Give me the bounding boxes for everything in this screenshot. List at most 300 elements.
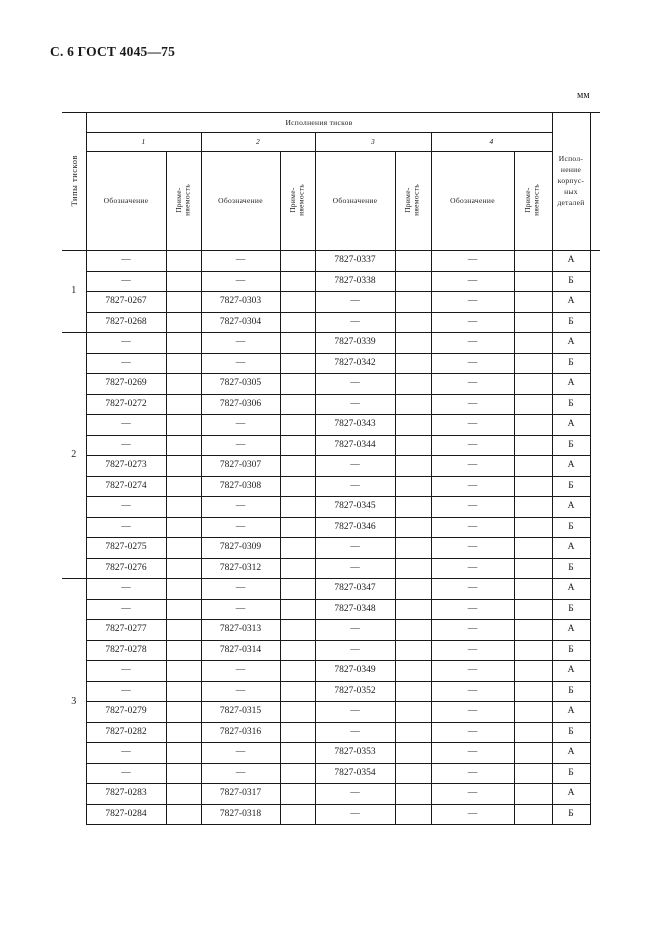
body-parts-cell: А xyxy=(552,456,590,477)
applicability-cell-2 xyxy=(280,333,315,354)
table-row xyxy=(62,743,600,764)
applicability-cell-2 xyxy=(280,558,315,579)
applicability-cell-1 xyxy=(166,804,201,825)
designation-cell-1: — xyxy=(86,353,166,374)
applicability-cell-1 xyxy=(166,681,201,702)
designation-cell-2: — xyxy=(201,517,280,538)
margin-cell xyxy=(590,599,600,620)
applicability-cell-1 xyxy=(166,312,201,333)
designation-cell-4: — xyxy=(431,292,514,313)
designation-cell-1: — xyxy=(86,743,166,764)
applicability-cell-1 xyxy=(166,579,201,600)
applicability-cell-3 xyxy=(395,374,431,395)
designation-cell-2: 7827-0318 xyxy=(201,804,280,825)
vise-type-label: 1 xyxy=(71,285,77,297)
margin-cell xyxy=(590,456,600,477)
margin-cell xyxy=(590,476,600,497)
table-row xyxy=(62,251,600,272)
designation-cell-3: — xyxy=(315,640,395,661)
header-row-3 xyxy=(62,152,600,251)
margin-cell xyxy=(590,333,600,354)
designation-cell-4: — xyxy=(431,497,514,518)
designation-cell-2: — xyxy=(201,333,280,354)
table-row xyxy=(62,640,600,661)
applicability-cell-2 xyxy=(280,681,315,702)
designation-cell-3: — xyxy=(315,538,395,559)
table-row xyxy=(62,394,600,415)
applicability-cell-3 xyxy=(395,271,431,292)
margin-cell xyxy=(590,743,600,764)
column-number-2: 2 xyxy=(201,133,315,152)
body-parts-cell: Б xyxy=(552,763,590,784)
applicability-cell-2 xyxy=(280,517,315,538)
designation-cell-1: — xyxy=(86,497,166,518)
page-header: С. 6 ГОСТ 4045—75 xyxy=(50,44,176,59)
margin-cell xyxy=(590,394,600,415)
designation-cell-1: 7827-0268 xyxy=(86,312,166,333)
body-parts-cell: А xyxy=(552,579,590,600)
applicability-cell-3 xyxy=(395,722,431,743)
designation-cell-4: — xyxy=(431,743,514,764)
applicability-cell-3 xyxy=(395,763,431,784)
table-body xyxy=(62,251,600,825)
applicability-cell-2 xyxy=(280,353,315,374)
designation-cell-3: 7827-0339 xyxy=(315,333,395,354)
body-parts-cell: А xyxy=(552,497,590,518)
body-parts-cell: А xyxy=(552,743,590,764)
designation-cell-3: 7827-0354 xyxy=(315,763,395,784)
applicability-cell-2 xyxy=(280,415,315,436)
applicability-cell-4 xyxy=(514,722,552,743)
margin-cell xyxy=(590,435,600,456)
applicability-cell-1 xyxy=(166,620,201,641)
applicability-cell-4 xyxy=(514,435,552,456)
table-row xyxy=(62,517,600,538)
applicability-cell-1 xyxy=(166,517,201,538)
applicability-cell-2 xyxy=(280,251,315,272)
designation-cell-1: — xyxy=(86,415,166,436)
applicability-cell-1 xyxy=(166,497,201,518)
applicability-cell-2 xyxy=(280,661,315,682)
designation-cell-1: 7827-0275 xyxy=(86,538,166,559)
designation-cell-3: 7827-0338 xyxy=(315,271,395,292)
applicability-cell-3 xyxy=(395,456,431,477)
designation-cell-4: — xyxy=(431,579,514,600)
body-parts-cell: Б xyxy=(552,681,590,702)
designation-cell-4: — xyxy=(431,620,514,641)
table-row xyxy=(62,702,600,723)
applicability-cell-4 xyxy=(514,599,552,620)
margin-cell xyxy=(590,353,600,374)
applicability-cell-1 xyxy=(166,476,201,497)
margin-cell xyxy=(590,538,600,559)
applicability-cell-2 xyxy=(280,722,315,743)
applicability-cell-3 xyxy=(395,804,431,825)
designation-cell-1: 7827-0267 xyxy=(86,292,166,313)
designation-cell-2: 7827-0305 xyxy=(201,374,280,395)
table-row xyxy=(62,497,600,518)
applicability-cell-1 xyxy=(166,435,201,456)
designation-cell-3: 7827-0352 xyxy=(315,681,395,702)
applicability-header-4: Приме- няемость xyxy=(514,152,552,251)
margin-cell xyxy=(590,271,600,292)
designation-cell-2: — xyxy=(201,415,280,436)
body-parts-cell: А xyxy=(552,784,590,805)
vise-type-cell xyxy=(62,251,86,333)
designation-cell-1: 7827-0277 xyxy=(86,620,166,641)
designation-cell-2: 7827-0316 xyxy=(201,722,280,743)
applicability-cell-2 xyxy=(280,435,315,456)
designation-cell-4: — xyxy=(431,394,514,415)
vise-type-label: 2 xyxy=(71,449,77,461)
designation-cell-3: 7827-0353 xyxy=(315,743,395,764)
designation-cell-4: — xyxy=(431,251,514,272)
table-row xyxy=(62,538,600,559)
designation-cell-4: — xyxy=(431,640,514,661)
applicability-cell-3 xyxy=(395,394,431,415)
applicability-cell-2 xyxy=(280,271,315,292)
applicability-cell-2 xyxy=(280,640,315,661)
applicability-cell-2 xyxy=(280,394,315,415)
applicability-header-2: Приме- няемость xyxy=(280,152,315,251)
applicability-cell-3 xyxy=(395,312,431,333)
designation-cell-2: — xyxy=(201,743,280,764)
unit-label: мм xyxy=(577,90,590,101)
designation-cell-3: — xyxy=(315,476,395,497)
designation-cell-3: 7827-0349 xyxy=(315,661,395,682)
applicability-cell-3 xyxy=(395,333,431,354)
designation-cell-1: — xyxy=(86,763,166,784)
applicability-cell-3 xyxy=(395,579,431,600)
designation-cell-4: — xyxy=(431,353,514,374)
applicability-cell-2 xyxy=(280,497,315,518)
designation-cell-1: 7827-0273 xyxy=(86,456,166,477)
margin-cell xyxy=(590,517,600,538)
designation-cell-1: 7827-0276 xyxy=(86,558,166,579)
applicability-cell-3 xyxy=(395,702,431,723)
designation-cell-2: 7827-0313 xyxy=(201,620,280,641)
body-parts-cell: Б xyxy=(552,517,590,538)
applicability-cell-2 xyxy=(280,538,315,559)
designation-cell-3: — xyxy=(315,620,395,641)
applicability-cell-4 xyxy=(514,333,552,354)
designation-cell-2: — xyxy=(201,763,280,784)
applicability-cell-4 xyxy=(514,415,552,436)
applicability-cell-4 xyxy=(514,558,552,579)
applicability-cell-1 xyxy=(166,251,201,272)
applicability-cell-1 xyxy=(166,374,201,395)
designation-cell-3: — xyxy=(315,784,395,805)
applicability-header-3: Приме- няемость xyxy=(395,152,431,251)
applicability-cell-4 xyxy=(514,353,552,374)
margin-cell xyxy=(590,497,600,518)
applicability-cell-1 xyxy=(166,661,201,682)
applicability-cell-3 xyxy=(395,292,431,313)
applicability-cell-4 xyxy=(514,497,552,518)
applicability-cell-2 xyxy=(280,312,315,333)
designation-cell-4: — xyxy=(431,435,514,456)
designation-cell-3: — xyxy=(315,804,395,825)
applicability-cell-1 xyxy=(166,415,201,436)
table-row xyxy=(62,312,600,333)
applicability-cell-3 xyxy=(395,681,431,702)
applicability-cell-4 xyxy=(514,579,552,600)
table-row xyxy=(62,763,600,784)
designation-cell-2: 7827-0315 xyxy=(201,702,280,723)
designation-cell-1: — xyxy=(86,599,166,620)
designation-cell-4: — xyxy=(431,271,514,292)
margin-cell xyxy=(590,661,600,682)
applicability-cell-3 xyxy=(395,558,431,579)
designation-cell-4: — xyxy=(431,558,514,579)
table-row xyxy=(62,456,600,477)
margin-cell xyxy=(590,415,600,436)
applicability-cell-2 xyxy=(280,292,315,313)
table-row xyxy=(62,435,600,456)
designation-cell-4: — xyxy=(431,517,514,538)
table-row xyxy=(62,599,600,620)
applicability-cell-1 xyxy=(166,763,201,784)
applicability-cell-4 xyxy=(514,763,552,784)
applicability-cell-2 xyxy=(280,476,315,497)
applicability-cell-1 xyxy=(166,599,201,620)
column-number-3: 3 xyxy=(315,133,431,152)
table-row xyxy=(62,333,600,354)
column-number-1: 1 xyxy=(86,133,201,152)
designation-cell-4: — xyxy=(431,456,514,477)
designation-cell-2: 7827-0303 xyxy=(201,292,280,313)
body-parts-cell: А xyxy=(552,538,590,559)
header-row-1 xyxy=(62,113,600,133)
margin-cell xyxy=(590,374,600,395)
designation-cell-3: 7827-0346 xyxy=(315,517,395,538)
body-parts-cell: Б xyxy=(552,353,590,374)
designation-cell-1: 7827-0274 xyxy=(86,476,166,497)
designation-cell-4: — xyxy=(431,661,514,682)
applicability-cell-4 xyxy=(514,312,552,333)
applicability-cell-2 xyxy=(280,374,315,395)
designation-cell-2: 7827-0306 xyxy=(201,394,280,415)
applicability-cell-4 xyxy=(514,271,552,292)
designation-cell-1: — xyxy=(86,681,166,702)
applicability-cell-4 xyxy=(514,661,552,682)
body-parts-cell: Б xyxy=(552,394,590,415)
applicability-cell-4 xyxy=(514,394,552,415)
designation-cell-3: — xyxy=(315,456,395,477)
designation-cell-2: — xyxy=(201,271,280,292)
designation-cell-4: — xyxy=(431,804,514,825)
designation-cell-1: 7827-0272 xyxy=(86,394,166,415)
applicability-cell-1 xyxy=(166,538,201,559)
designation-cell-4: — xyxy=(431,784,514,805)
table-row xyxy=(62,415,600,436)
body-parts-cell: А xyxy=(552,251,590,272)
applicability-cell-2 xyxy=(280,763,315,784)
applicability-cell-3 xyxy=(395,538,431,559)
designation-cell-2: — xyxy=(201,599,280,620)
vise-type-cell xyxy=(62,333,86,579)
designation-cell-2: — xyxy=(201,497,280,518)
margin-cell xyxy=(590,763,600,784)
designation-cell-2: — xyxy=(201,251,280,272)
applicability-cell-4 xyxy=(514,476,552,497)
applicability-cell-4 xyxy=(514,292,552,313)
applicability-cell-4 xyxy=(514,784,552,805)
body-parts-cell: А xyxy=(552,333,590,354)
designation-cell-2: 7827-0312 xyxy=(201,558,280,579)
applicability-cell-1 xyxy=(166,456,201,477)
body-parts-cell: Б xyxy=(552,271,590,292)
vise-type-label: 3 xyxy=(71,695,77,707)
table-row xyxy=(62,804,600,825)
margin-cell xyxy=(590,251,600,272)
designation-cell-4: — xyxy=(431,538,514,559)
designation-cell-4: — xyxy=(431,599,514,620)
applicability-cell-4 xyxy=(514,640,552,661)
table-row xyxy=(62,620,600,641)
column-number-4: 4 xyxy=(431,133,552,152)
margin-cell xyxy=(590,312,600,333)
body-parts-cell: А xyxy=(552,374,590,395)
designation-cell-3: — xyxy=(315,702,395,723)
designation-header-1: Обозначение xyxy=(86,152,166,251)
designation-cell-3: 7827-0343 xyxy=(315,415,395,436)
designation-cell-1: — xyxy=(86,661,166,682)
designation-cell-4: — xyxy=(431,476,514,497)
applicability-cell-1 xyxy=(166,784,201,805)
applicability-cell-4 xyxy=(514,251,552,272)
body-parts-cell: Б xyxy=(552,312,590,333)
applicability-cell-3 xyxy=(395,476,431,497)
body-parts-cell: Б xyxy=(552,640,590,661)
body-parts-cell: А xyxy=(552,702,590,723)
vise-type-cell xyxy=(62,579,86,825)
designation-cell-1: — xyxy=(86,579,166,600)
table-row xyxy=(62,353,600,374)
margin-cell xyxy=(590,702,600,723)
designation-cell-1: 7827-0282 xyxy=(86,722,166,743)
body-parts-cell: Б xyxy=(552,599,590,620)
designation-cell-4: — xyxy=(431,681,514,702)
applicability-cell-4 xyxy=(514,456,552,477)
body-parts-cell: Б xyxy=(552,435,590,456)
designation-header-3: Обозначение xyxy=(315,152,395,251)
applicability-cell-2 xyxy=(280,579,315,600)
body-parts-cell: Б xyxy=(552,558,590,579)
applicability-cell-4 xyxy=(514,743,552,764)
designation-cell-1: — xyxy=(86,517,166,538)
applicability-cell-1 xyxy=(166,743,201,764)
applicability-cell-2 xyxy=(280,784,315,805)
header-row-2 xyxy=(62,133,600,152)
table-row xyxy=(62,292,600,313)
applicability-cell-1 xyxy=(166,271,201,292)
applicability-cell-3 xyxy=(395,599,431,620)
applicability-cell-3 xyxy=(395,784,431,805)
designation-cell-3: 7827-0347 xyxy=(315,579,395,600)
table-row xyxy=(62,681,600,702)
margin-cell xyxy=(590,292,600,313)
applicability-cell-2 xyxy=(280,743,315,764)
designation-cell-1: 7827-0283 xyxy=(86,784,166,805)
applicability-cell-1 xyxy=(166,292,201,313)
type-header: Типы тисков xyxy=(62,113,86,251)
designation-cell-1: 7827-0279 xyxy=(86,702,166,723)
applicability-cell-2 xyxy=(280,456,315,477)
body-parts-cell: А xyxy=(552,661,590,682)
table-row xyxy=(62,271,600,292)
designation-cell-3: 7827-0337 xyxy=(315,251,395,272)
designation-cell-1: 7827-0269 xyxy=(86,374,166,395)
applicability-cell-4 xyxy=(514,804,552,825)
applicability-header-1: Приме- няемость xyxy=(166,152,201,251)
designation-cell-4: — xyxy=(431,312,514,333)
designation-cell-2: — xyxy=(201,579,280,600)
designation-cell-4: — xyxy=(431,702,514,723)
margin-cell xyxy=(590,804,600,825)
applicability-cell-3 xyxy=(395,251,431,272)
applicability-cell-3 xyxy=(395,415,431,436)
body-parts-cell: Б xyxy=(552,476,590,497)
applicability-cell-4 xyxy=(514,538,552,559)
designation-cell-2: 7827-0317 xyxy=(201,784,280,805)
margin-cell xyxy=(590,558,600,579)
designation-cell-2: — xyxy=(201,681,280,702)
applicability-cell-1 xyxy=(166,394,201,415)
designation-cell-1: 7827-0278 xyxy=(86,640,166,661)
table-row xyxy=(62,722,600,743)
table-row xyxy=(62,784,600,805)
designation-cell-1: — xyxy=(86,251,166,272)
designation-cell-1: — xyxy=(86,333,166,354)
table-row xyxy=(62,374,600,395)
applicability-cell-4 xyxy=(514,681,552,702)
applicability-cell-1 xyxy=(166,333,201,354)
margin-cell xyxy=(590,784,600,805)
applicability-cell-3 xyxy=(395,435,431,456)
table-row xyxy=(62,661,600,682)
applicability-cell-2 xyxy=(280,620,315,641)
group-header: Исполнения тисков xyxy=(86,113,552,133)
designation-cell-2: 7827-0314 xyxy=(201,640,280,661)
designation-cell-3: — xyxy=(315,292,395,313)
applicability-cell-3 xyxy=(395,661,431,682)
margin-cell xyxy=(590,681,600,702)
applicability-cell-1 xyxy=(166,702,201,723)
applicability-cell-3 xyxy=(395,620,431,641)
designation-cell-4: — xyxy=(431,763,514,784)
applicability-cell-1 xyxy=(166,353,201,374)
designation-cell-1: 7827-0284 xyxy=(86,804,166,825)
designation-cell-4: — xyxy=(431,415,514,436)
applicability-cell-3 xyxy=(395,743,431,764)
applicability-cell-1 xyxy=(166,640,201,661)
body-parts-cell: Б xyxy=(552,804,590,825)
body-parts-cell: А xyxy=(552,620,590,641)
vise-designations-table xyxy=(62,112,600,825)
designation-cell-2: 7827-0304 xyxy=(201,312,280,333)
designation-cell-3: 7827-0344 xyxy=(315,435,395,456)
designation-cell-2: 7827-0308 xyxy=(201,476,280,497)
body-parts-header: Испол- нение корпус- ных деталей xyxy=(552,113,590,251)
designation-cell-3: — xyxy=(315,722,395,743)
designation-cell-3: — xyxy=(315,394,395,415)
table-row xyxy=(62,579,600,600)
designation-cell-1: — xyxy=(86,435,166,456)
applicability-cell-4 xyxy=(514,517,552,538)
designation-cell-3: 7827-0342 xyxy=(315,353,395,374)
table-row xyxy=(62,558,600,579)
